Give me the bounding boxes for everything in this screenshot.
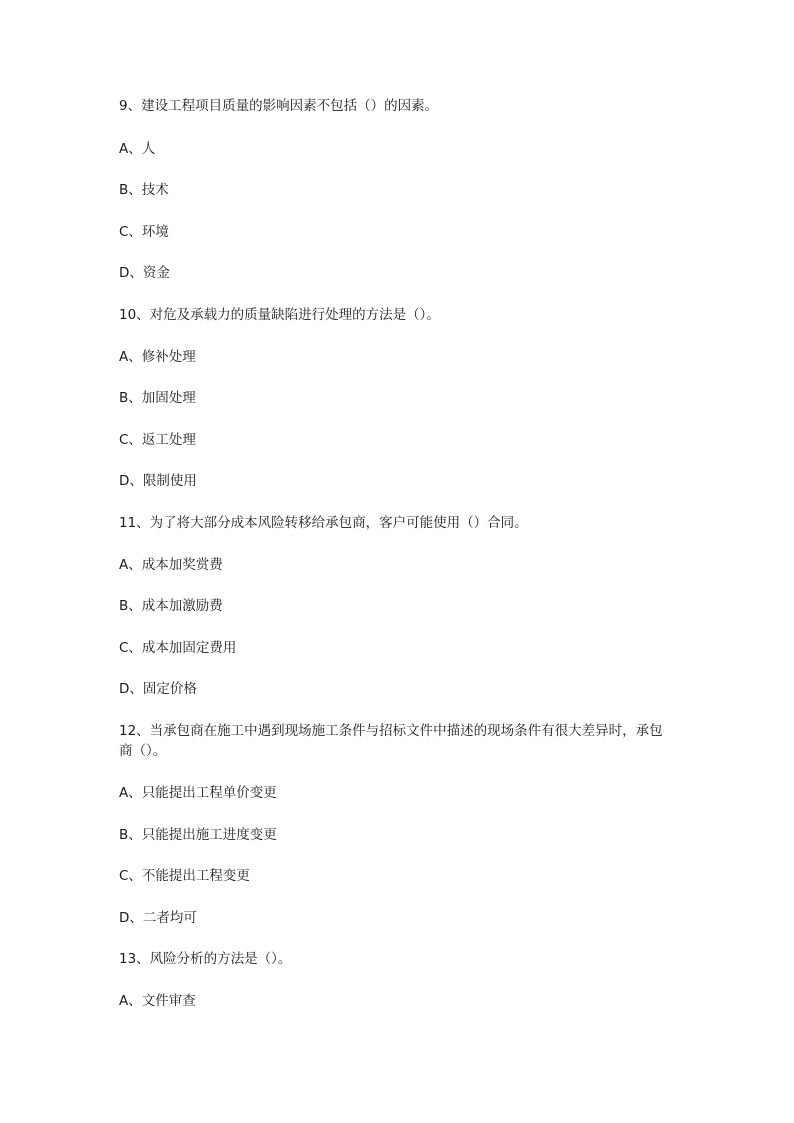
question-11-option-a: A、成本加奖赏费 xyxy=(119,557,223,573)
question-9-option-d: D、资金 xyxy=(119,265,170,281)
question-12-option-c: C、不能提出工程变更 xyxy=(119,868,250,884)
question-9-option-c: C、环境 xyxy=(119,224,169,240)
question-12-option-d: D、二者均可 xyxy=(119,910,197,926)
question-10-option-d: D、限制使用 xyxy=(119,473,197,489)
question-12-option-b: B、只能提出施工进度变更 xyxy=(119,827,277,843)
question-12-stem: 12、当承包商在施工中遇到现场施工条件与招标文件中描述的现场条件有很大差异时，承包商（）。 xyxy=(119,723,663,759)
question-10-option-a: A、修补处理 xyxy=(119,349,196,365)
question-10-stem: 10、对危及承载力的质量缺陷进行处理的方法是（）。 xyxy=(119,307,440,323)
question-11-stem: 11、为了将大部分成本风险转移给承包商，客户可能使用（）合同。 xyxy=(119,515,528,531)
question-11-option-b: B、成本加激励费 xyxy=(119,598,223,614)
question-13-option-a: A、文件审查 xyxy=(119,993,196,1009)
question-13-stem: 13、风险分析的方法是（）。 xyxy=(119,951,292,967)
question-9-option-b: B、技术 xyxy=(119,182,169,198)
question-9-stem: 9、建设工程项目质量的影响因素不包括（）的因素。 xyxy=(119,98,439,114)
question-12-option-a: A、只能提出工程单价变更 xyxy=(119,785,277,801)
question-9-option-a: A、人 xyxy=(119,141,156,157)
question-11-option-d: D、固定价格 xyxy=(119,681,197,697)
question-10-option-c: C、返工处理 xyxy=(119,432,196,448)
question-10-option-b: B、加固处理 xyxy=(119,390,196,406)
question-11-option-c: C、成本加固定费用 xyxy=(119,640,237,656)
